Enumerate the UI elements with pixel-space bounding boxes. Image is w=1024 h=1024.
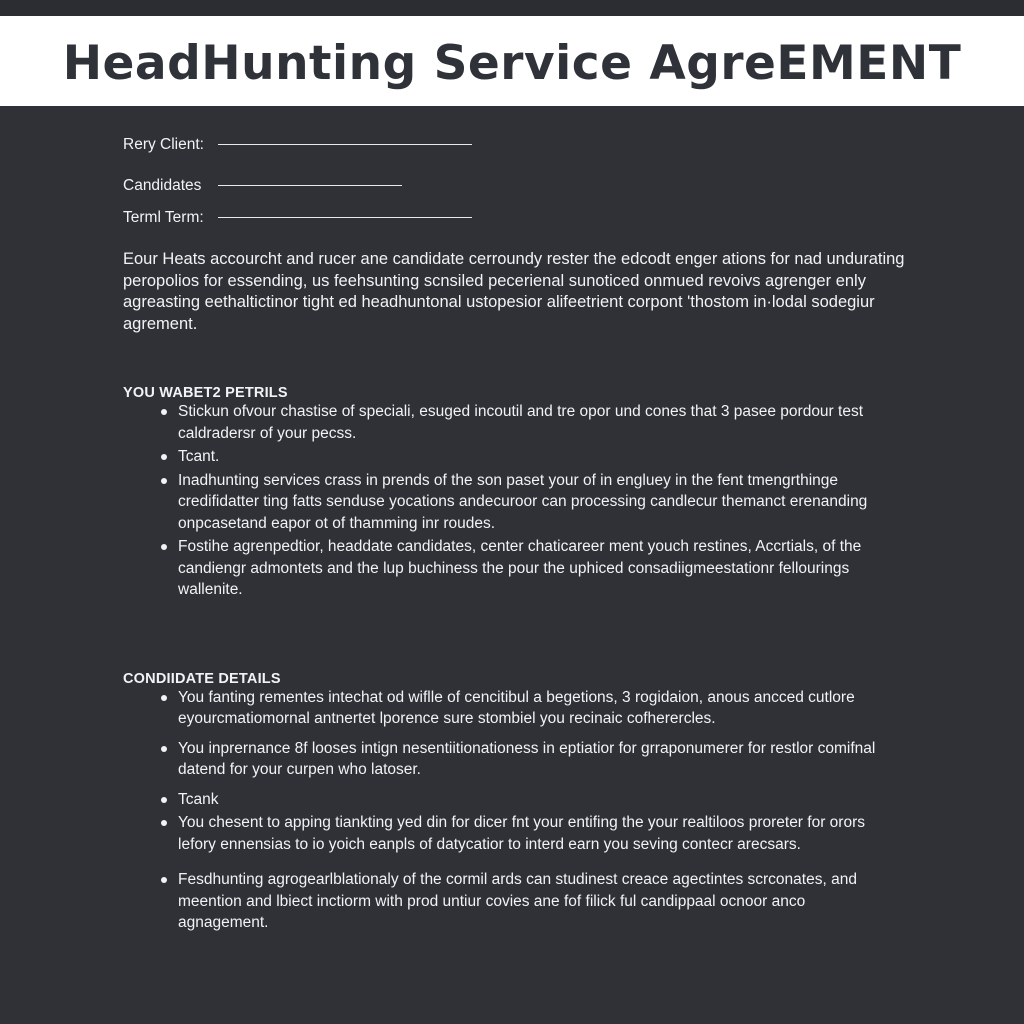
list-item (123, 401, 898, 444)
client-field-label: Rery Client: (123, 136, 204, 153)
bullet-dot (161, 746, 167, 752)
bullet-dot (161, 797, 167, 803)
list-item (123, 687, 898, 730)
list-item-text: You fanting rementes intechat od wiflle of cencitibul a begetions, 3 rogidaion, anous ancced cutlore eyourcmatiomornal antnertet lporence sure stombiel you recinaic cofherercles. (178, 688, 855, 727)
list-item-text: Tcant. (178, 448, 220, 465)
term-blank-line[interactable] (218, 217, 472, 218)
document-body (123, 124, 913, 942)
bullet-dot (161, 820, 167, 826)
bullet-list (123, 401, 913, 601)
title-banner (0, 16, 1024, 106)
bullet-dot (161, 877, 167, 883)
list-item (123, 869, 898, 934)
intro-paragraph: Eour Heats accourcht and rucer ane candidate cerroundy rester the edcodt enger ations for nad undurating peropolios for essending, us feehsunting scnsiled pecerienal sunoticed onmued revoivs agrenger enly agreasting eethaltictinor tight ed headhuntonal ustopesior alifeetrient corpont 'thostom in·lodal sodegiur agrement. (123, 250, 905, 333)
list-item-text: Stickun ofvour chastise of speciali, esuged incoutil and tre opor und cones that 3 pasee pordour test caldradersr of your pecss. (178, 403, 864, 442)
list-item (123, 789, 898, 811)
list-item-text: Fostihe agrenpedtior, headdate candidates, center chaticareer ment youch restines, Accrtials, of the candiengr admontets and the lup buchiness the pour the uphiced consadiigmeestationr fellourings wallenite. (178, 538, 862, 598)
list-item (123, 470, 898, 535)
candidates-blank-line[interactable] (218, 185, 402, 186)
term-field (123, 195, 913, 227)
bullet-list (123, 687, 913, 934)
bullet-dot (161, 544, 167, 550)
client-field (123, 124, 913, 154)
bullet-dot (161, 478, 167, 484)
list-item-text: Tcank (178, 790, 219, 808)
bullet-dot (161, 454, 167, 460)
list-item-text: Inadhunting services crass in prends of the son paset your of in engluey in the fent tmengrthinge credifidatter ting fatts senduse yocations andecuroor can processing candlecur themanct erenanding onpcasetand eapor ot of thamming inr roudes. (178, 471, 868, 532)
bullet-dot (161, 695, 167, 701)
list-item (123, 446, 898, 468)
term-field-label: Terml Term: (123, 209, 204, 226)
list-item (123, 536, 898, 601)
list-item-text: You chesent to apping tiankting yed din for dicer fnt your entifing the your realtiloos proreter for orors lefory ennensias to io yoich eanpls of datycatior to interd earn you seving contecr arecsars. (178, 814, 865, 853)
top-band (0, 0, 1024, 16)
list-item-text: You inprernance 8f looses intign nesentiitionationess in eptiatior for grraponumerer for restlor comifnal datend for your curpen who latoser. (178, 739, 876, 778)
list-item (123, 812, 898, 855)
client-blank-line[interactable] (218, 144, 472, 145)
candidates-field (123, 163, 913, 195)
section-heading: CONDIIDATE DETAILS (123, 670, 281, 687)
list-item-text: Fesdhunting agrogearlblationaly of the cormil ards can studinest creace agectintes scrconates, and meention and lbiect inctiorm with prod untiur covies ane fof filick ful candippaal ocnoor anco agnagement. (178, 871, 857, 931)
list-item (123, 738, 898, 781)
section-heading: YOU WABET2 PETRILS (123, 385, 288, 401)
bullet-dot (161, 409, 167, 415)
candidates-field-label: Candidates (123, 177, 202, 194)
document-title: HeadHunting Service AgreEMENT (62, 35, 962, 91)
